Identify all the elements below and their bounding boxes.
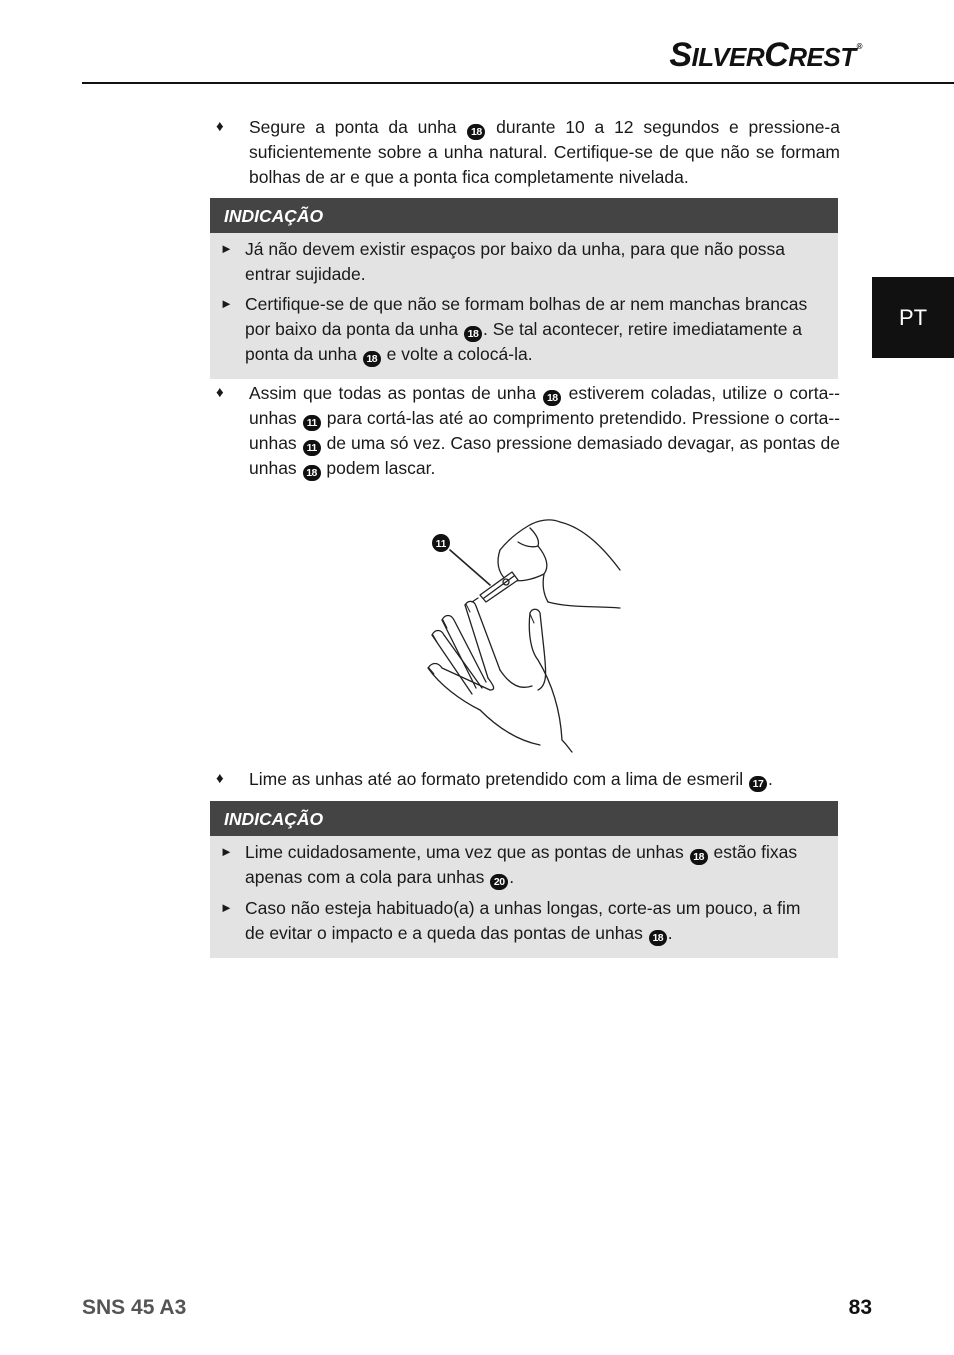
diamond-icon: ♦: [216, 384, 224, 401]
ref-number: 18: [467, 124, 485, 140]
note-title: INDICAÇÃO: [210, 801, 838, 836]
nail-clipper-illustration: [420, 510, 640, 755]
ref-number: 18: [363, 351, 381, 367]
ref-number: 18: [649, 930, 667, 946]
callout-number: 11: [435, 539, 447, 550]
list-item: ♦ Assim que todas as pontas de unha 18 estiverem coladas, utilize o corta--unhas 11 para cortá-las até ao comprimento pretendido. Pressione o corta--unhas 11 de uma só vez. Caso pressione demasiado devagar, as pontas de unhas 18 podem lascar.: [216, 383, 841, 479]
instruction-block-3: [210, 767, 840, 792]
ref-number: 17: [749, 776, 767, 792]
ref-number: 18: [303, 465, 321, 481]
arrow-icon: ►: [220, 844, 233, 859]
list-item: ► Caso não esteja habituado(a) a unhas longas, corte-as um pouco, a fim de evitar o impacto e a queda das pontas de unhas 18 .: [220, 898, 801, 944]
note-box-1: [210, 198, 838, 379]
ref-number: 11: [303, 415, 321, 431]
instruction-block-2: [210, 381, 840, 481]
list-item: ♦ Segure a ponta da unha 18 durante 10 a 12 segundos e pressione-a suficientemente sobre a unha natural. Certifique-se de que não se formam bolhas de ar e que a ponta fica completamente nivelada.: [216, 117, 840, 187]
note-title: INDICAÇÃO: [210, 198, 838, 233]
instruction-block-1: [210, 115, 840, 189]
list-item: ► Lime cuidadosamente, uma vez que as pontas de unhas 18 estão fixas apenas com a cola para unhas 20 .: [220, 842, 798, 888]
ref-number: 18: [690, 849, 708, 865]
page-number: 83: [848, 1296, 872, 1319]
arrow-icon: ►: [220, 900, 233, 915]
ref-number: 11: [303, 440, 321, 456]
list-item: ► Já não devem existir espaços por baixo da unha, para que não possa entrar sujidade.: [220, 239, 785, 284]
brand-logo: SILVERCREST®: [669, 36, 862, 74]
ref-number: 18: [543, 390, 561, 406]
ref-number: 18: [464, 326, 482, 342]
diamond-icon: ♦: [216, 118, 224, 135]
footer-model: SNS 45 A3: [82, 1296, 187, 1319]
diamond-icon: ♦: [216, 770, 224, 787]
arrow-icon: ►: [220, 241, 233, 256]
header-rule: [82, 82, 954, 84]
arrow-icon: ►: [220, 296, 233, 312]
list-item: ► Certifique-se de que não se formam bolhas de ar nem manchas brancas por baixo da ponta da unha 18 . Se tal acontecer, retire imediatamente a ponta da unha 18 e volte a colocá-la.: [220, 294, 808, 365]
list-item: ♦ Lime as unhas até ao formato pretendido com a lima de esmeril 17 .: [216, 769, 773, 790]
language-tab: PT: [872, 277, 954, 358]
ref-number: 20: [490, 874, 508, 890]
note-box-2: [210, 801, 838, 958]
